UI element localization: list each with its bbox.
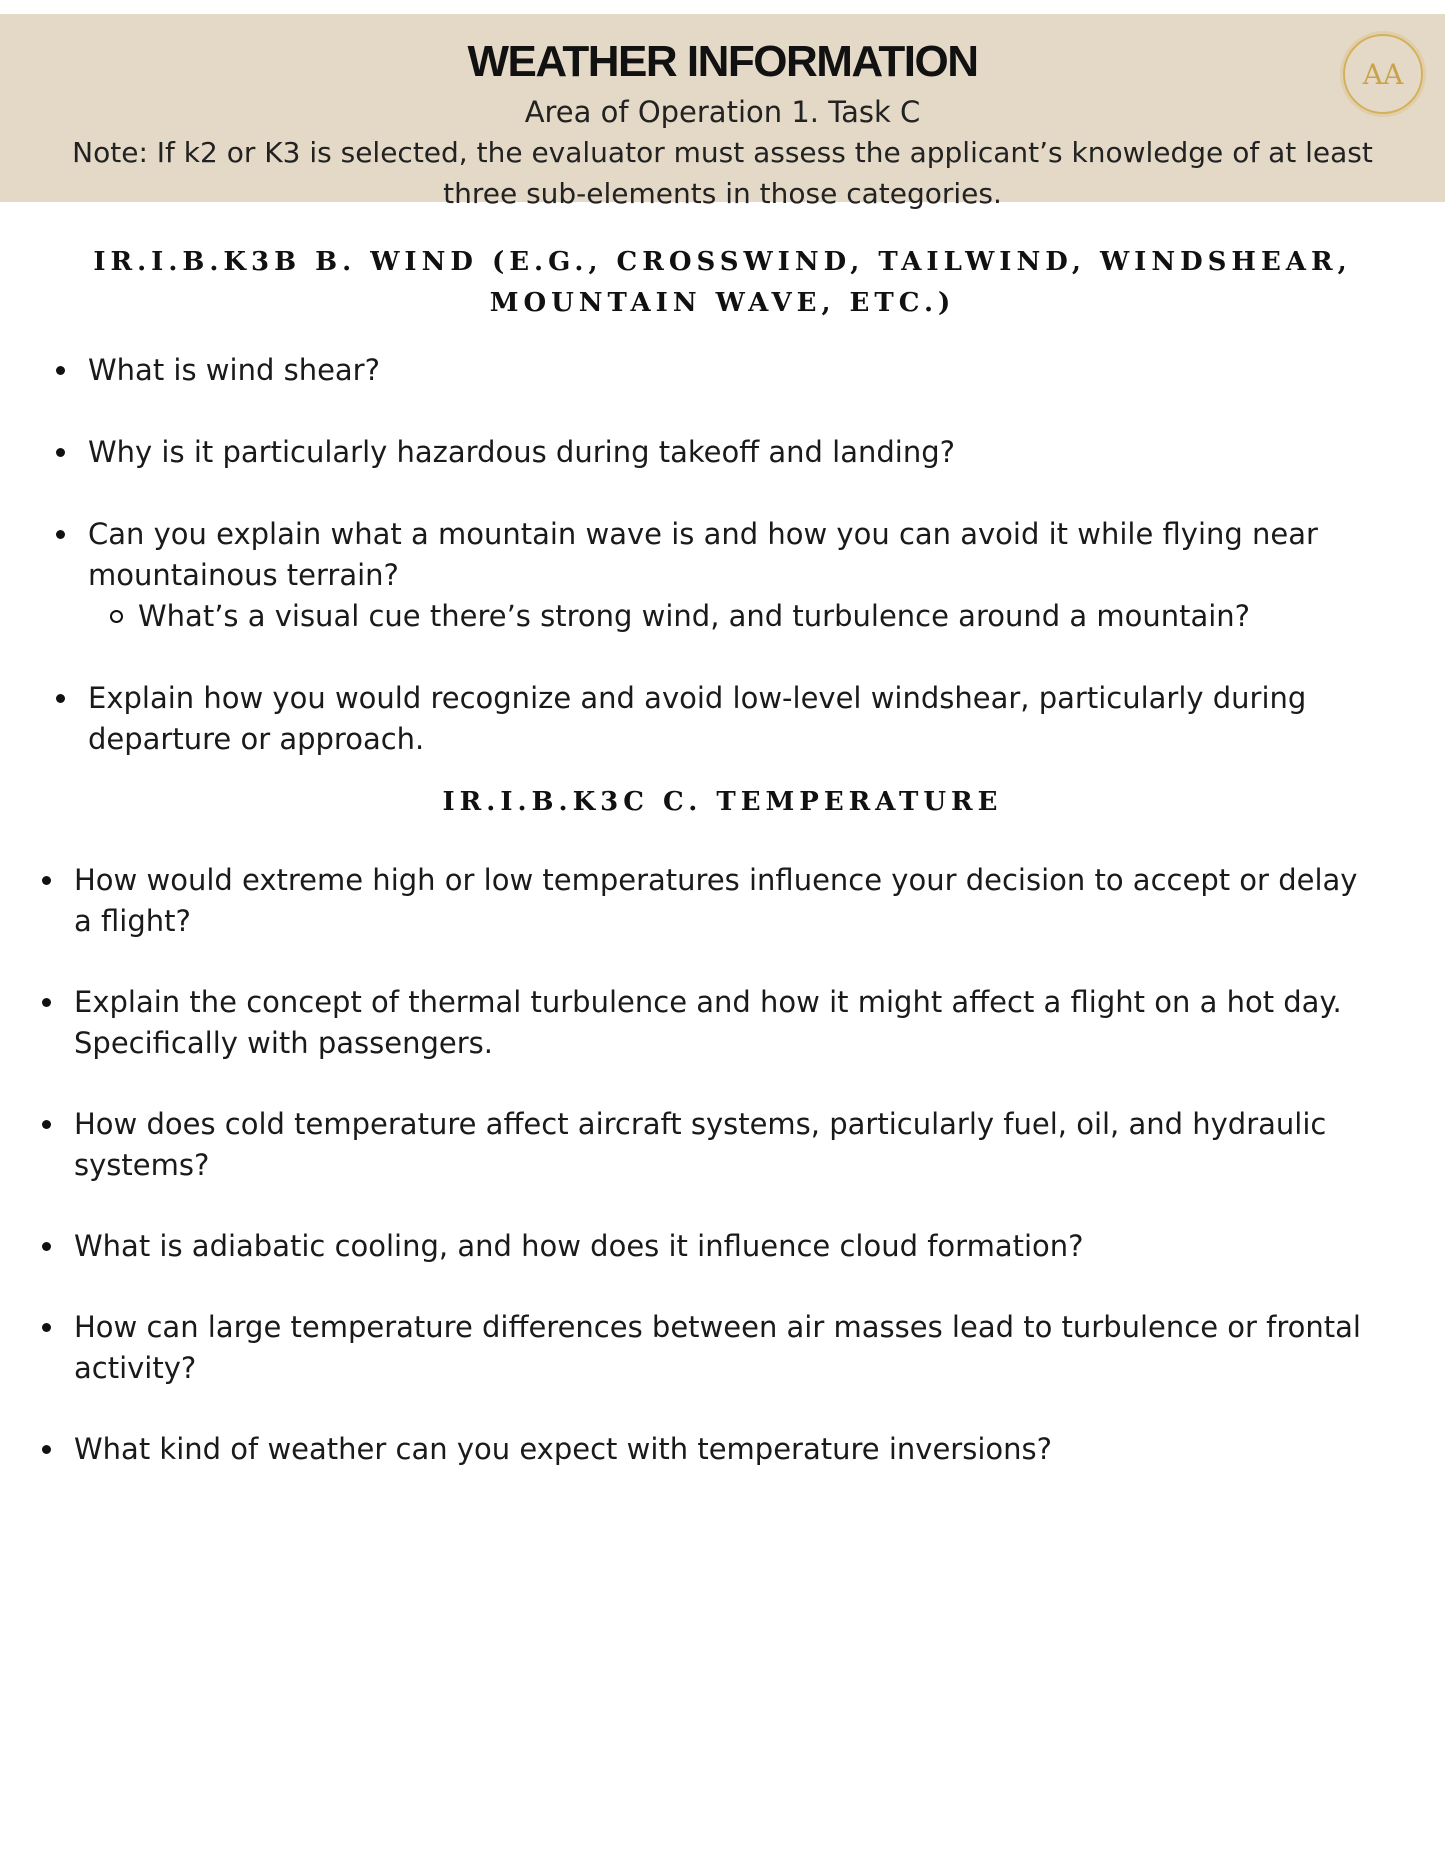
- sub-list-item: [138, 596, 1418, 637]
- question-text: Explain how you would recognize and avoid low-level windshear, particularly during departure or approach.: [88, 681, 1307, 756]
- page-title: WEATHER INFORMATION: [467, 37, 978, 86]
- list-item: [88, 350, 1418, 391]
- list-item: [74, 1307, 1384, 1389]
- question-text: What kind of weather can you expect with temperature inversions?: [74, 1432, 1052, 1466]
- list-item: [74, 1104, 1384, 1186]
- brand-logo-monogram: AA: [1362, 57, 1404, 91]
- list-item: [74, 1429, 1384, 1470]
- temperature-question-list: [74, 860, 1384, 1470]
- header-banner: [0, 14, 1445, 210]
- question-text: Can you explain what a mountain wave is and how you can avoid it while flying near mountainous terrain?: [88, 517, 1318, 592]
- question-text: How does cold temperature affect aircraft systems, particularly fuel, oil, and hydraulic systems?: [74, 1107, 1327, 1182]
- list-item: [74, 1226, 1384, 1267]
- list-item: [88, 432, 1418, 473]
- list-item: [88, 514, 1418, 637]
- question-text: What is adiabatic cooling, and how does it influence cloud formation?: [74, 1229, 1084, 1263]
- question-text: How can large temperature differences between air masses lead to turbulence or frontal activity?: [74, 1310, 1361, 1385]
- page-subtitle: Area of Operation 1. Task C: [524, 95, 921, 129]
- sub-question-list: [88, 596, 1418, 637]
- brand-logo-icon: [1343, 34, 1423, 114]
- question-text: Why is it particularly hazardous during takeoff and landing?: [88, 435, 956, 469]
- list-item: [74, 860, 1384, 942]
- list-item: [88, 678, 1418, 760]
- wind-question-list: [88, 350, 1418, 760]
- list-item: [74, 982, 1384, 1064]
- sub-question-text: What’s a visual cue there’s strong wind, and turbulence around a mountain?: [138, 599, 1251, 633]
- question-text: What is wind shear?: [88, 353, 380, 387]
- question-text: How would extreme high or low temperatures influence your decision to accept or delay a flight?: [74, 863, 1358, 938]
- wind-section-title: IR.I.B.K3B B. WIND (E.G., CROSSWIND, TAILWIND, WINDSHEAR, MOUNTAIN WAVE, ETC.): [93, 247, 1352, 318]
- temperature-section-title: IR.I.B.K3C C. TEMPERATURE: [442, 787, 1003, 817]
- evaluator-note: Note: If k2 or K3 is selected, the evaluator must assess the applicant’s knowledge of at least three sub-elements in those categories.: [72, 136, 1373, 210]
- question-text: Explain the concept of thermal turbulence and how it might affect a flight on a hot day. Specifically with passengers.: [74, 985, 1342, 1060]
